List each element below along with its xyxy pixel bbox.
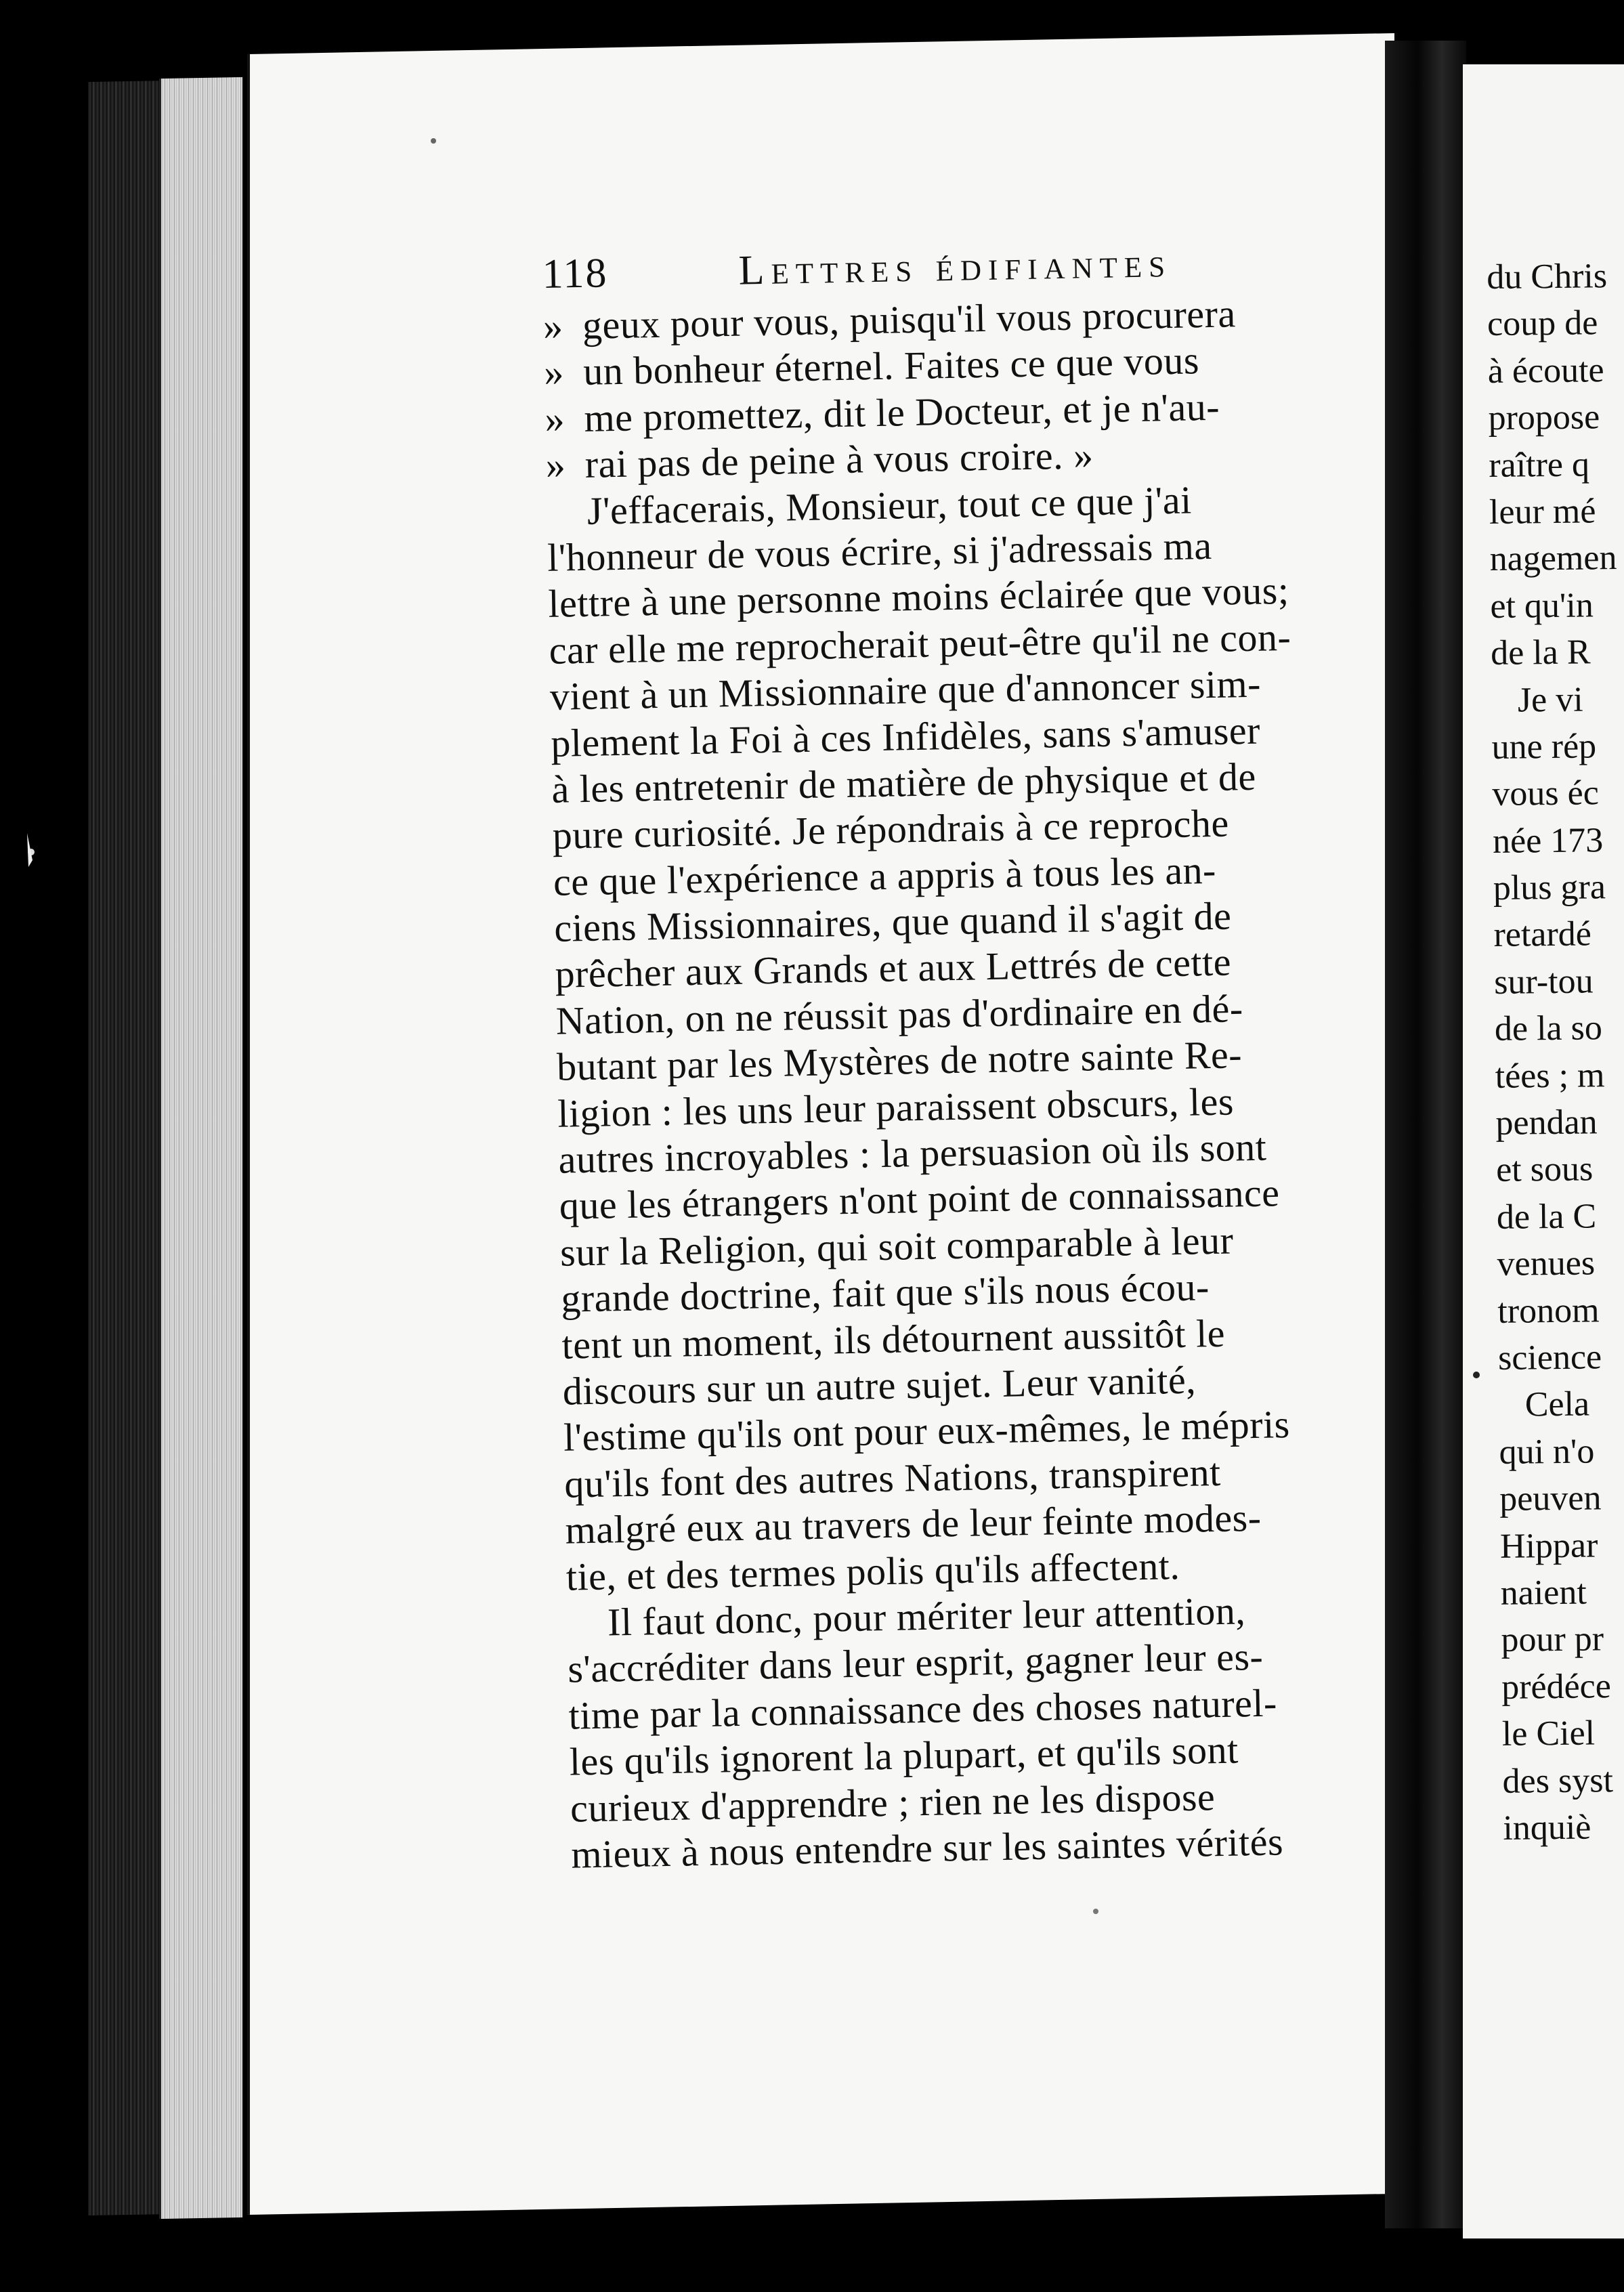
text-line: tées ; m (1495, 1055, 1605, 1096)
line-text: lettre à une personne moins éclairée que vous; (547, 568, 1289, 627)
text-line: inquiè (1503, 1808, 1591, 1848)
line-text: car elle me reprocherait peut-être qu'il ne con- (549, 614, 1291, 673)
text-line: de la so (1494, 1009, 1603, 1049)
text-line: des syst (1502, 1760, 1614, 1801)
line-text: Nation, on ne réussit pas d'ordinaire en dé- (555, 986, 1244, 1043)
line-text: l'estime qu'ils ont pour eux-mêmes, le mépris (563, 1402, 1291, 1460)
speck (1093, 1909, 1098, 1914)
right-page-text (1487, 252, 1624, 1852)
quote-mark: » (543, 349, 565, 395)
text-line: tronom (1497, 1290, 1600, 1331)
line-text: ligion : les uns leur paraissent obscurs, les (557, 1079, 1235, 1136)
text-line: raître q (1488, 444, 1590, 485)
text-line: Je vi (1491, 680, 1583, 720)
text-line: du Chris (1487, 257, 1608, 297)
line-text: J'effacerais, Monsieur, tout ce que j'ai (546, 478, 1193, 534)
line-text: grande doctrine, fait que s'ils nous écou- (560, 1265, 1210, 1321)
text-line: science (1497, 1338, 1602, 1378)
line-text: rai pas de peine à vous croire. » (584, 433, 1094, 487)
quote-mark: » (545, 442, 566, 488)
line-text: Il faut donc, pour mériter leur attention, (566, 1588, 1246, 1645)
text-line: retardé (1493, 914, 1592, 955)
text-line: leur mé (1489, 492, 1596, 532)
line-text: discours sur un autre sujet. Leur vanité, (562, 1357, 1197, 1414)
line-text: curieux d'apprendre ; rien ne les dispose (570, 1774, 1216, 1831)
line-text: time par la connaissance des choses naturel- (568, 1680, 1278, 1738)
text-line: prédéce (1501, 1666, 1612, 1707)
text-line: plus gra (1493, 868, 1606, 908)
line-text: mieux à nous entendre sur les saintes vérités (570, 1819, 1284, 1877)
line-text: me promettez, dit le Docteur, et je n'au- (583, 384, 1220, 440)
line-text: prêcher aux Grands et aux Lettrés de cette (554, 939, 1232, 997)
line-text: pure curiosité. Je répondrais à ce reproche (552, 801, 1230, 858)
text-line: coup de (1487, 303, 1598, 344)
line-text: tent un moment, ils détournent aussitôt le (561, 1311, 1226, 1367)
text-line: vous éc (1492, 773, 1600, 814)
text-line: de la C (1496, 1197, 1597, 1237)
line-text: qu'ils font des autres Nations, transpirent (563, 1449, 1222, 1506)
text-line: pour pr (1501, 1619, 1604, 1660)
text-line: qui n'o (1499, 1432, 1595, 1472)
line-text: tie, et des termes polis qu'ils affectent. (565, 1543, 1180, 1599)
text-line: et sous (1495, 1149, 1594, 1190)
text-line: née 173 (1492, 820, 1604, 861)
line-text: l'honneur de vous écrire, si j'adressais ma (547, 523, 1213, 580)
line-text: ciens Missionnaires, que quand il s'agit de (553, 893, 1232, 950)
text-line: venues (1497, 1244, 1596, 1284)
line-text: ce que l'expérience a appris à tous les an- (553, 847, 1217, 904)
text-line: nagemen (1489, 538, 1617, 579)
text-line: propose (1488, 398, 1600, 438)
text-line: Cela (1498, 1384, 1590, 1425)
line-text: un bonheur éternel. Faites ce que vous (582, 338, 1200, 394)
text-line: peuven (1499, 1479, 1602, 1519)
line-text: butant par les Mystères de notre sainte Re- (556, 1032, 1243, 1090)
running-title: Lettres édifiantes (738, 239, 1172, 294)
text-line: Hippar (1499, 1525, 1598, 1566)
text-line: naient (1500, 1573, 1587, 1613)
quote-mark: » (542, 303, 564, 348)
text-line: à écoute (1487, 350, 1604, 391)
text-line: de la R (1490, 633, 1591, 673)
text-line: sur-tou (1493, 962, 1594, 1002)
line-text: malgré eux au travers de leur feinte modes- (565, 1495, 1262, 1552)
page-number: 118 (542, 250, 608, 297)
speck (1473, 1372, 1480, 1378)
text-line: pendan (1495, 1103, 1598, 1143)
line-text: plement la Foi à ces Infidèles, sans s'amuser (550, 708, 1261, 765)
line-text: s'accréditer dans leur esprit, gagner leur es- (567, 1634, 1264, 1691)
line-text: que les étrangers n'ont point de connaissance (559, 1170, 1281, 1229)
quote-mark: » (544, 396, 565, 441)
line-text: geux pour vous, puisqu'il vous procurera (582, 291, 1237, 347)
speck (431, 138, 436, 144)
line-text: sur la Religion, qui soit comparable à leur (559, 1218, 1234, 1275)
line-text: vient à un Missionnaire que d'annoncer sim- (549, 661, 1262, 719)
text-line: une rép (1491, 727, 1597, 767)
text-line: et qu'in (1490, 586, 1594, 626)
line-text: les qu'ils ignorent la plupart, et qu'ils sont (569, 1727, 1239, 1784)
line-text: autres incroyables : la persuasion où ils sont (558, 1124, 1267, 1182)
line-text: à les entretenir de matière de physique et de (551, 754, 1257, 811)
left-page-text (542, 235, 1428, 1878)
text-line: le Ciel (1501, 1714, 1596, 1754)
left-text-lines (542, 288, 1428, 1878)
